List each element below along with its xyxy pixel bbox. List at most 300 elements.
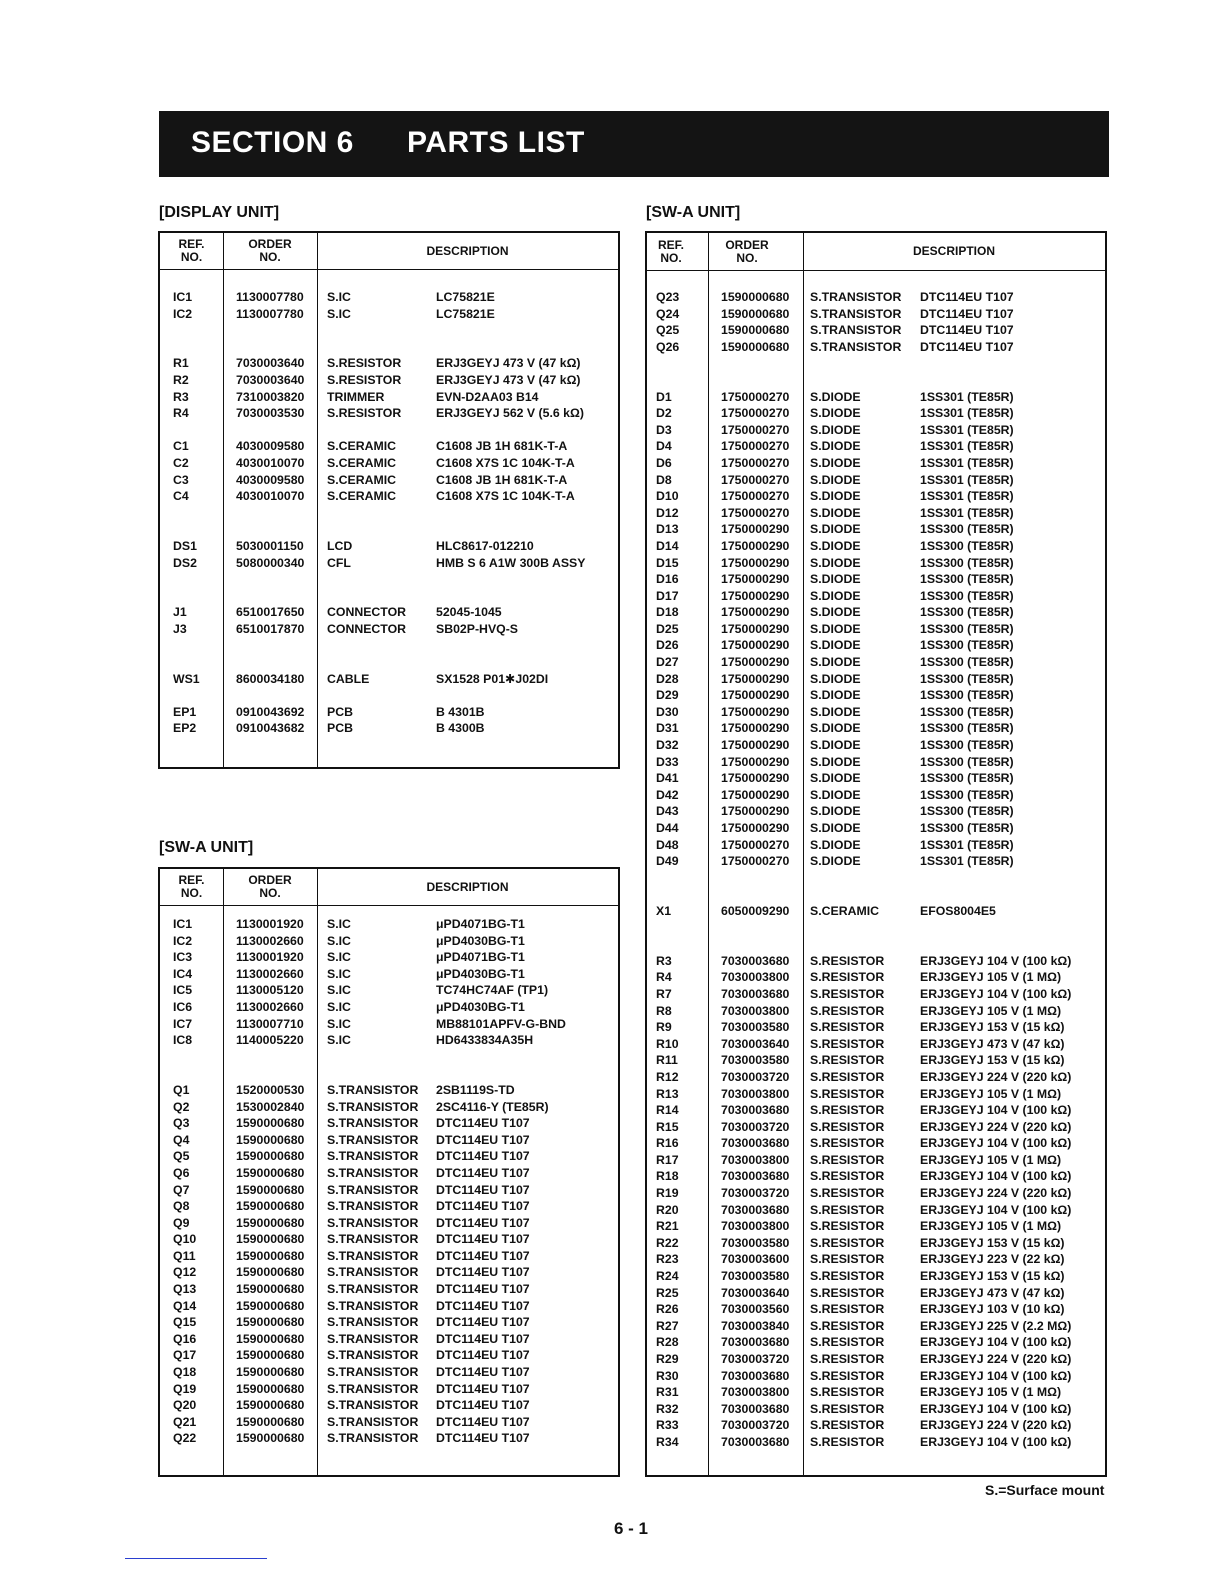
order-no: 1590000680	[721, 290, 790, 304]
table-row	[647, 803, 1105, 820]
ref-no: R29	[656, 1352, 679, 1366]
table-row	[647, 604, 1105, 621]
ref-no: R2	[173, 372, 189, 387]
ref-no: C2	[173, 455, 189, 470]
part-number: ERJ3GEYJ 104 V (100 kΩ)	[920, 953, 1072, 968]
order-no: 1750000270	[721, 505, 790, 520]
section-banner	[159, 111, 1109, 177]
part-type: S.RESISTOR	[327, 372, 402, 387]
part-number: DTC114EU T107	[436, 1199, 530, 1214]
part-number: 1SS300 (TE85R)	[920, 605, 1014, 620]
part-number: DTC114EU T107	[436, 1365, 530, 1380]
part-type: S.RESISTOR	[810, 1418, 885, 1433]
order-no: 1750000290	[721, 638, 790, 653]
part-number: DTC114EU T107	[436, 1149, 530, 1164]
ref-no: D29	[656, 688, 679, 703]
ref-no: R22	[656, 1235, 679, 1250]
ref-no: EP2	[173, 721, 197, 736]
part-number: 1SS301 (TE85R)	[920, 854, 1014, 869]
ref-no: R32	[656, 1401, 679, 1416]
table-body	[647, 289, 1105, 1451]
table-row	[160, 488, 618, 505]
order-no: 1590000680	[236, 1431, 305, 1446]
part-type: S.RESISTOR	[810, 1103, 885, 1118]
ref-no: D2	[656, 406, 672, 421]
part-type: S.TRANSISTOR	[327, 1149, 419, 1164]
ref-no: R25	[656, 1285, 679, 1300]
table-row	[647, 306, 1105, 323]
part-number: C1608 X7S 1C 104K-T-A	[436, 489, 575, 504]
description-header: DESCRIPTION	[426, 243, 509, 258]
order-no: 1590000680	[721, 339, 790, 354]
part-type: S.RESISTOR	[810, 1385, 885, 1400]
order-no: 1750000290	[721, 671, 790, 686]
ref-no: R4	[656, 970, 672, 985]
table-row	[647, 1003, 1105, 1020]
ref-no: Q18	[173, 1365, 197, 1380]
order-no: 1130007780	[236, 306, 304, 321]
order-no: 7030003720	[721, 1352, 790, 1366]
ref-no: Q10	[173, 1232, 197, 1247]
part-type: S.DIODE	[810, 671, 861, 686]
order-no: 1750000270	[721, 406, 790, 421]
order-no: 4030009580	[236, 439, 305, 454]
table-row	[647, 1218, 1105, 1235]
table-row	[160, 405, 618, 422]
order-no: 7030003720	[721, 1418, 790, 1433]
ref-no: R8	[656, 1003, 672, 1018]
part-number: ERJ3GEYJ 153 V (15 kΩ)	[920, 1053, 1065, 1068]
part-type: S.TRANSISTOR	[327, 1199, 419, 1214]
ref-no: Q8	[173, 1199, 190, 1214]
ref-no: C3	[173, 472, 189, 487]
order-no: 8600034180	[236, 671, 305, 686]
part-type: S.TRANSISTOR	[327, 1331, 419, 1346]
part-number: ERJ3GEYJ 105 V (1 MΩ)	[920, 970, 1062, 985]
part-type: S.RESISTOR	[810, 1086, 885, 1101]
display-unit-title: [DISPLAY UNIT]	[159, 204, 280, 221]
part-number: C1608 JB 1H 681K-T-A	[436, 439, 568, 454]
part-type: S.TRANSISTOR	[327, 1248, 419, 1263]
ref-no: D32	[656, 738, 679, 753]
table-row	[160, 372, 618, 389]
order-no: 1130002660	[236, 966, 304, 981]
part-number: ERJ3GEYJ 104 V (100 kΩ)	[920, 1169, 1072, 1184]
part-type: S.TRANSISTOR	[327, 1414, 419, 1429]
ref-no: Q3	[173, 1116, 190, 1131]
order-no: 7030003640	[721, 1036, 790, 1051]
order-no: 7030003680	[721, 986, 790, 1001]
part-type: S.DIODE	[810, 538, 861, 553]
order-no: 7030003680	[721, 1401, 790, 1416]
table-row	[647, 339, 1105, 356]
table-row	[160, 472, 618, 489]
table-row	[647, 1019, 1105, 1036]
part-type: S.TRANSISTOR	[327, 1116, 419, 1131]
table-row	[160, 982, 618, 999]
part-type: S.IC	[327, 933, 351, 948]
part-type: S.RESISTOR	[327, 406, 402, 421]
part-number: 2SB1119S-TD	[436, 1082, 515, 1097]
order-no: 1750000290	[721, 522, 790, 537]
part-number: ERJ3GEYJ 104 V (100 kΩ)	[920, 986, 1072, 1001]
part-type: S.RESISTOR	[810, 1401, 885, 1416]
order-no: 7030003600	[721, 1252, 790, 1267]
part-number: ERJ3GEYJ 224 V (220 kΩ)	[920, 1119, 1072, 1134]
part-number: EFOS8004E5	[920, 903, 996, 918]
order-no: 1590000680	[236, 1315, 305, 1330]
header-divider	[160, 905, 618, 906]
swa-unit-title-right: [SW-A UNIT]	[646, 204, 741, 221]
table-body	[160, 916, 618, 1447]
order-no: 6050009290	[721, 903, 790, 918]
part-number: DTC114EU T107	[436, 1431, 530, 1446]
table-row	[160, 966, 618, 983]
part-number: ERJ3GEYJ 224 V (220 kΩ)	[920, 1069, 1072, 1084]
order-no: 1590000680	[236, 1265, 305, 1280]
table-row	[647, 1351, 1105, 1368]
part-type: S.IC	[327, 999, 351, 1014]
ref-no: D41	[656, 771, 679, 786]
part-number: HMB S 6 A1W 300B ASSY	[436, 555, 586, 570]
part-number: ERJ3GEYJ 104 V (100 kΩ)	[920, 1401, 1072, 1416]
part-type: S.DIODE	[810, 821, 861, 835]
part-number: μPD4030BG-T1	[436, 999, 525, 1014]
table-row	[160, 1148, 618, 1165]
order-no: 1590000680	[236, 1132, 305, 1147]
part-type: S.TRANSISTOR	[327, 1165, 419, 1180]
part-number: ERJ3GEYJ 473 V (47 kΩ)	[436, 356, 581, 371]
order-no: 1750000270	[721, 389, 790, 404]
ref-no: DS2	[173, 555, 197, 570]
part-type: S.TRANSISTOR	[327, 1282, 419, 1297]
part-number: DTC114EU T107	[436, 1315, 530, 1330]
part-type: S.DIODE	[810, 787, 861, 802]
part-number: ERJ3GEYJ 473 V (47 kΩ)	[436, 372, 581, 387]
ref-no: D17	[656, 588, 679, 603]
part-type: CONNECTOR	[327, 605, 407, 620]
part-number: 1SS300 (TE85R)	[920, 771, 1014, 786]
ref-no: C1	[173, 439, 189, 454]
ref-no: R11	[656, 1053, 678, 1068]
part-type: S.RESISTOR	[810, 1335, 885, 1350]
order-no: 1590000680	[236, 1282, 305, 1297]
table-row	[647, 1301, 1105, 1318]
part-type: S.RESISTOR	[810, 1434, 885, 1449]
ref-no: Q5	[173, 1149, 190, 1164]
part-type: S.DIODE	[810, 439, 861, 454]
ref-no: R7	[656, 986, 672, 1001]
part-type: S.DIODE	[810, 522, 861, 537]
ref-no: Q23	[656, 290, 680, 304]
part-type: S.DIODE	[810, 721, 861, 736]
ref-no: D16	[656, 572, 679, 587]
table-row	[160, 1049, 618, 1066]
part-type: S.RESISTOR	[810, 1136, 885, 1151]
order-no: 1590000680	[236, 1215, 305, 1230]
order-no: 7030003640	[236, 356, 305, 371]
order-no: 1590000680	[236, 1232, 305, 1247]
order-no: 1750000290	[721, 688, 790, 703]
table-row	[647, 1202, 1105, 1219]
part-type: S.RESISTOR	[810, 1252, 885, 1267]
part-type: S.RESISTOR	[810, 1235, 885, 1250]
table-row	[160, 455, 618, 472]
table-row	[647, 853, 1105, 870]
surface-mount-footnote: S.=Surface mount	[985, 1482, 1105, 1498]
ref-no: IC1	[173, 290, 193, 304]
order-no: 7030003800	[721, 1003, 790, 1018]
table-row	[647, 1235, 1105, 1252]
part-type: CONNECTOR	[327, 621, 407, 636]
ref-no: D18	[656, 605, 679, 620]
ref-no: D3	[656, 422, 672, 437]
order-no: 1750000290	[721, 771, 790, 786]
part-type: S.RESISTOR	[810, 1003, 885, 1018]
order-no: 1590000680	[721, 323, 790, 338]
order-no: 1590000680	[236, 1248, 305, 1263]
part-type: S.TRANSISTOR	[327, 1099, 419, 1114]
part-number: 1SS300 (TE85R)	[920, 638, 1014, 653]
order-no: 1750000270	[721, 439, 790, 454]
order-no: 4030009580	[236, 472, 305, 487]
ref-no: D4	[656, 439, 672, 454]
part-type: TRIMMER	[327, 389, 385, 404]
part-number: DTC114EU T107	[436, 1248, 530, 1263]
part-number: DTC114EU T107	[920, 323, 1014, 338]
table-row	[647, 754, 1105, 771]
table-row	[647, 820, 1105, 837]
table-row	[647, 671, 1105, 688]
ref-no: Q19	[173, 1381, 197, 1396]
order-no: 1530002840	[236, 1099, 305, 1114]
table-row	[160, 1132, 618, 1149]
order-no: 7030003580	[721, 1235, 790, 1250]
part-type: S.CERAMIC	[327, 455, 397, 470]
part-type: S.DIODE	[810, 555, 861, 570]
ref-no: Q26	[656, 339, 680, 354]
part-type: S.RESISTOR	[810, 953, 885, 968]
part-type: S.RESISTOR	[810, 1352, 885, 1366]
order-no: 7030003840	[721, 1318, 790, 1333]
part-type: S.CERAMIC	[810, 903, 880, 918]
order-no: 1130002660	[236, 999, 304, 1014]
part-type: S.DIODE	[810, 771, 861, 786]
part-number: DTC114EU T107	[920, 306, 1014, 321]
order-no: 5030001150	[236, 538, 304, 553]
part-number: TC74HC74AF (TP1)	[436, 983, 549, 998]
order-no: 1590000680	[236, 1165, 305, 1180]
part-number: 1SS300 (TE85R)	[920, 671, 1014, 686]
table-row	[647, 555, 1105, 572]
ref-no: D12	[656, 505, 679, 520]
order-no: 7030003720	[721, 1186, 790, 1201]
ref-no: D15	[656, 555, 679, 570]
ref-no: D26	[656, 638, 679, 653]
part-number: SB02P-HVQ-S	[436, 621, 519, 636]
part-number: DTC114EU T107	[436, 1215, 530, 1230]
ref-no: D13	[656, 522, 679, 537]
order-no: 7030003680	[721, 1434, 790, 1449]
ref-no: IC3	[173, 950, 193, 965]
part-type: LCD	[327, 538, 353, 553]
table-row	[160, 916, 618, 933]
order-no: 7030003800	[721, 970, 790, 985]
part-number: ERJ3GEYJ 103 V (10 kΩ)	[920, 1302, 1065, 1317]
order-no: 7030003680	[721, 953, 790, 968]
table-row	[160, 1215, 618, 1232]
part-type: S.CERAMIC	[327, 489, 397, 504]
part-type: S.RESISTOR	[810, 1202, 885, 1217]
order-no: 1750000290	[721, 787, 790, 802]
table-row	[160, 604, 618, 621]
table-row	[160, 422, 618, 439]
part-number: DTC114EU T107	[436, 1232, 530, 1247]
part-type: S.IC	[327, 1016, 351, 1031]
ref-no: Q1	[173, 1082, 190, 1097]
table-row	[647, 986, 1105, 1003]
swa-unit-title-left: [SW-A UNIT]	[159, 839, 254, 856]
table-row	[647, 571, 1105, 588]
order-no: 7030003680	[721, 1169, 790, 1184]
order-no: 1590000680	[236, 1182, 305, 1197]
ref-no: C4	[173, 489, 189, 504]
ref-no: IC1	[173, 917, 193, 931]
part-number: ERJ3GEYJ 104 V (100 kΩ)	[920, 1368, 1072, 1383]
ref-no: D42	[656, 787, 679, 802]
table-row	[647, 538, 1105, 555]
order-no: 1750000270	[721, 455, 790, 470]
ref-no: D49	[656, 854, 679, 869]
table-row	[647, 389, 1105, 406]
order-no-header: ORDER NO.	[248, 237, 292, 264]
order-no: 1130002660	[236, 933, 304, 948]
part-type: S.RESISTOR	[810, 1368, 885, 1383]
ref-no: R4	[173, 406, 189, 421]
part-type: PCB	[327, 704, 353, 719]
table-row	[647, 1119, 1105, 1136]
part-number: DTC114EU T107	[436, 1165, 530, 1180]
ref-no: R1	[173, 356, 189, 371]
order-no: 1750000290	[721, 621, 790, 636]
part-number: HD6433834A35H	[436, 1033, 534, 1048]
ref-no: D25	[656, 621, 679, 636]
table-row	[160, 671, 618, 688]
table-row	[647, 1318, 1105, 1335]
part-number: LC75821E	[436, 290, 495, 304]
table-row	[160, 1281, 618, 1298]
part-number: DTC114EU T107	[436, 1398, 530, 1413]
part-number: ERJ3GEYJ 224 V (220 kΩ)	[920, 1352, 1072, 1366]
ref-no: R17	[656, 1152, 679, 1167]
ref-no: Q21	[173, 1414, 197, 1429]
ref-no: R13	[656, 1086, 679, 1101]
part-number: ERJ3GEYJ 225 V (2.2 MΩ)	[920, 1318, 1072, 1333]
part-type: S.RESISTOR	[810, 1036, 885, 1051]
part-number: ERJ3GEYJ 224 V (220 kΩ)	[920, 1186, 1072, 1201]
table-row	[647, 588, 1105, 605]
order-no: 1750000290	[721, 821, 790, 835]
order-no: 1590000680	[236, 1398, 305, 1413]
part-number: 1SS301 (TE85R)	[920, 455, 1014, 470]
ref-no: R31	[656, 1385, 679, 1400]
part-type: S.DIODE	[810, 688, 861, 703]
ref-no: Q12	[173, 1265, 197, 1280]
table-row	[160, 355, 618, 372]
part-number: ERJ3GEYJ 153 V (15 kΩ)	[920, 1269, 1065, 1284]
part-number: μPD4030BG-T1	[436, 933, 525, 948]
table-row	[647, 405, 1105, 422]
part-number: 1SS300 (TE85R)	[920, 538, 1014, 553]
display-unit-table	[158, 231, 620, 769]
ref-no: R28	[656, 1335, 679, 1350]
table-row	[647, 1185, 1105, 1202]
table-row	[647, 953, 1105, 970]
part-number: ERJ3GEYJ 473 V (47 kΩ)	[920, 1036, 1065, 1051]
part-type: S.TRANSISTOR	[327, 1398, 419, 1413]
part-number: DTC114EU T107	[436, 1414, 530, 1429]
ref-no: IC2	[173, 306, 193, 321]
part-type: S.IC	[327, 917, 351, 931]
part-type: PCB	[327, 721, 353, 736]
table-row	[160, 687, 618, 704]
part-type: S.DIODE	[810, 455, 861, 470]
order-no: 7030003640	[236, 372, 305, 387]
order-no: 0910043692	[236, 704, 305, 719]
order-no: 1750000290	[721, 572, 790, 587]
ref-no: D31	[656, 721, 679, 736]
part-type: S.RESISTOR	[810, 986, 885, 1001]
table-row	[160, 306, 618, 323]
part-number: B 4301B	[436, 704, 485, 719]
part-type: S.RESISTOR	[810, 1269, 885, 1284]
table-row	[647, 1268, 1105, 1285]
part-number: B 4300B	[436, 721, 485, 736]
table-row	[160, 1115, 618, 1132]
part-type: S.DIODE	[810, 754, 861, 769]
table-row	[160, 1198, 618, 1215]
table-row	[160, 654, 618, 671]
part-number: DTC114EU T107	[436, 1331, 530, 1346]
table-row	[647, 289, 1105, 306]
table-row	[647, 1086, 1105, 1103]
part-type: S.TRANSISTOR	[327, 1265, 419, 1280]
part-number: ERJ3GEYJ 105 V (1 MΩ)	[920, 1219, 1062, 1234]
table-row	[160, 621, 618, 638]
part-number: 1SS300 (TE85R)	[920, 572, 1014, 587]
part-type: S.DIODE	[810, 572, 861, 587]
ref-no-header: REF. NO.	[657, 237, 684, 265]
table-row	[647, 720, 1105, 737]
part-number: DTC114EU T107	[436, 1182, 530, 1197]
part-number: 1SS300 (TE85R)	[920, 804, 1014, 819]
part-type: S.DIODE	[810, 489, 861, 504]
ref-no: R3	[656, 953, 672, 968]
order-no: 1590000680	[236, 1298, 305, 1313]
order-no: 7030003530	[236, 406, 305, 421]
order-no: 1130005120	[236, 983, 304, 998]
ref-no: Q13	[173, 1282, 197, 1297]
order-no: 1750000290	[721, 754, 790, 769]
part-number: ERJ3GEYJ 153 V (15 kΩ)	[920, 1020, 1065, 1035]
part-number: 1SS300 (TE85R)	[920, 688, 1014, 703]
header-divider	[160, 269, 618, 270]
table-row	[160, 322, 618, 339]
order-no: 7030003580	[721, 1053, 790, 1068]
order-no: 1750000290	[721, 605, 790, 620]
part-type: S.DIODE	[810, 638, 861, 653]
table-row	[647, 704, 1105, 721]
